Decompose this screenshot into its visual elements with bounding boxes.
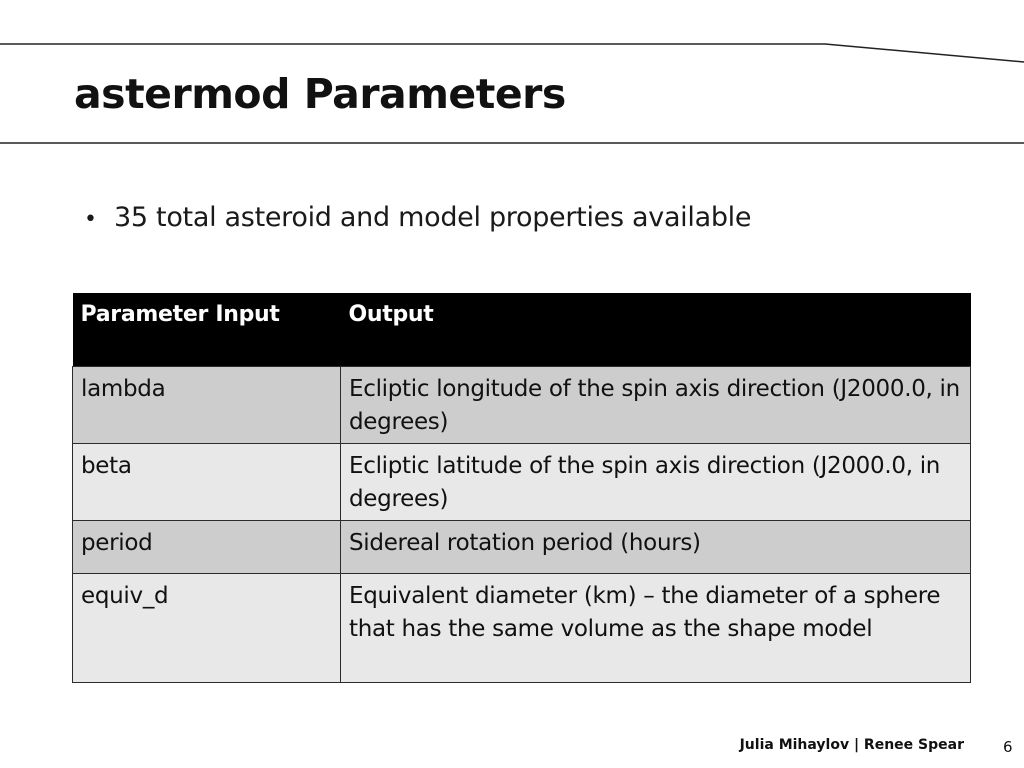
output-cell: Ecliptic longitude of the spin axis direction (J2000.0, in degrees) bbox=[341, 367, 971, 444]
header-parameter-input: Parameter Input bbox=[73, 293, 341, 367]
header-output: Output bbox=[341, 293, 971, 367]
param-cell: beta bbox=[73, 444, 341, 521]
table-row bbox=[73, 521, 971, 574]
table-row bbox=[73, 367, 971, 444]
table-row bbox=[73, 444, 971, 521]
param-cell: period bbox=[73, 521, 341, 574]
output-cell: Equivalent diameter (km) – the diameter of a sphere that has the same volume as the shape model bbox=[341, 574, 971, 683]
param-cell: lambda bbox=[73, 367, 341, 444]
bullet-dot-icon: • bbox=[84, 207, 97, 232]
output-cell: Ecliptic latitude of the spin axis direction (J2000.0, in degrees) bbox=[341, 444, 971, 521]
output-cell: Sidereal rotation period (hours) bbox=[341, 521, 971, 574]
table-header-row bbox=[73, 293, 971, 367]
slide-title: astermod Parameters bbox=[74, 70, 566, 118]
page-number: 6 bbox=[1003, 738, 1013, 756]
bullet-text: 35 total asteroid and model properties available bbox=[114, 202, 752, 233]
table-row bbox=[73, 574, 971, 683]
parameters-table bbox=[72, 293, 971, 683]
top-rule-line bbox=[0, 44, 1024, 62]
param-cell: equiv_d bbox=[73, 574, 341, 683]
footer-authors: Julia Mihaylov | Renee Spear bbox=[739, 737, 964, 753]
bullet-item bbox=[84, 198, 751, 240]
